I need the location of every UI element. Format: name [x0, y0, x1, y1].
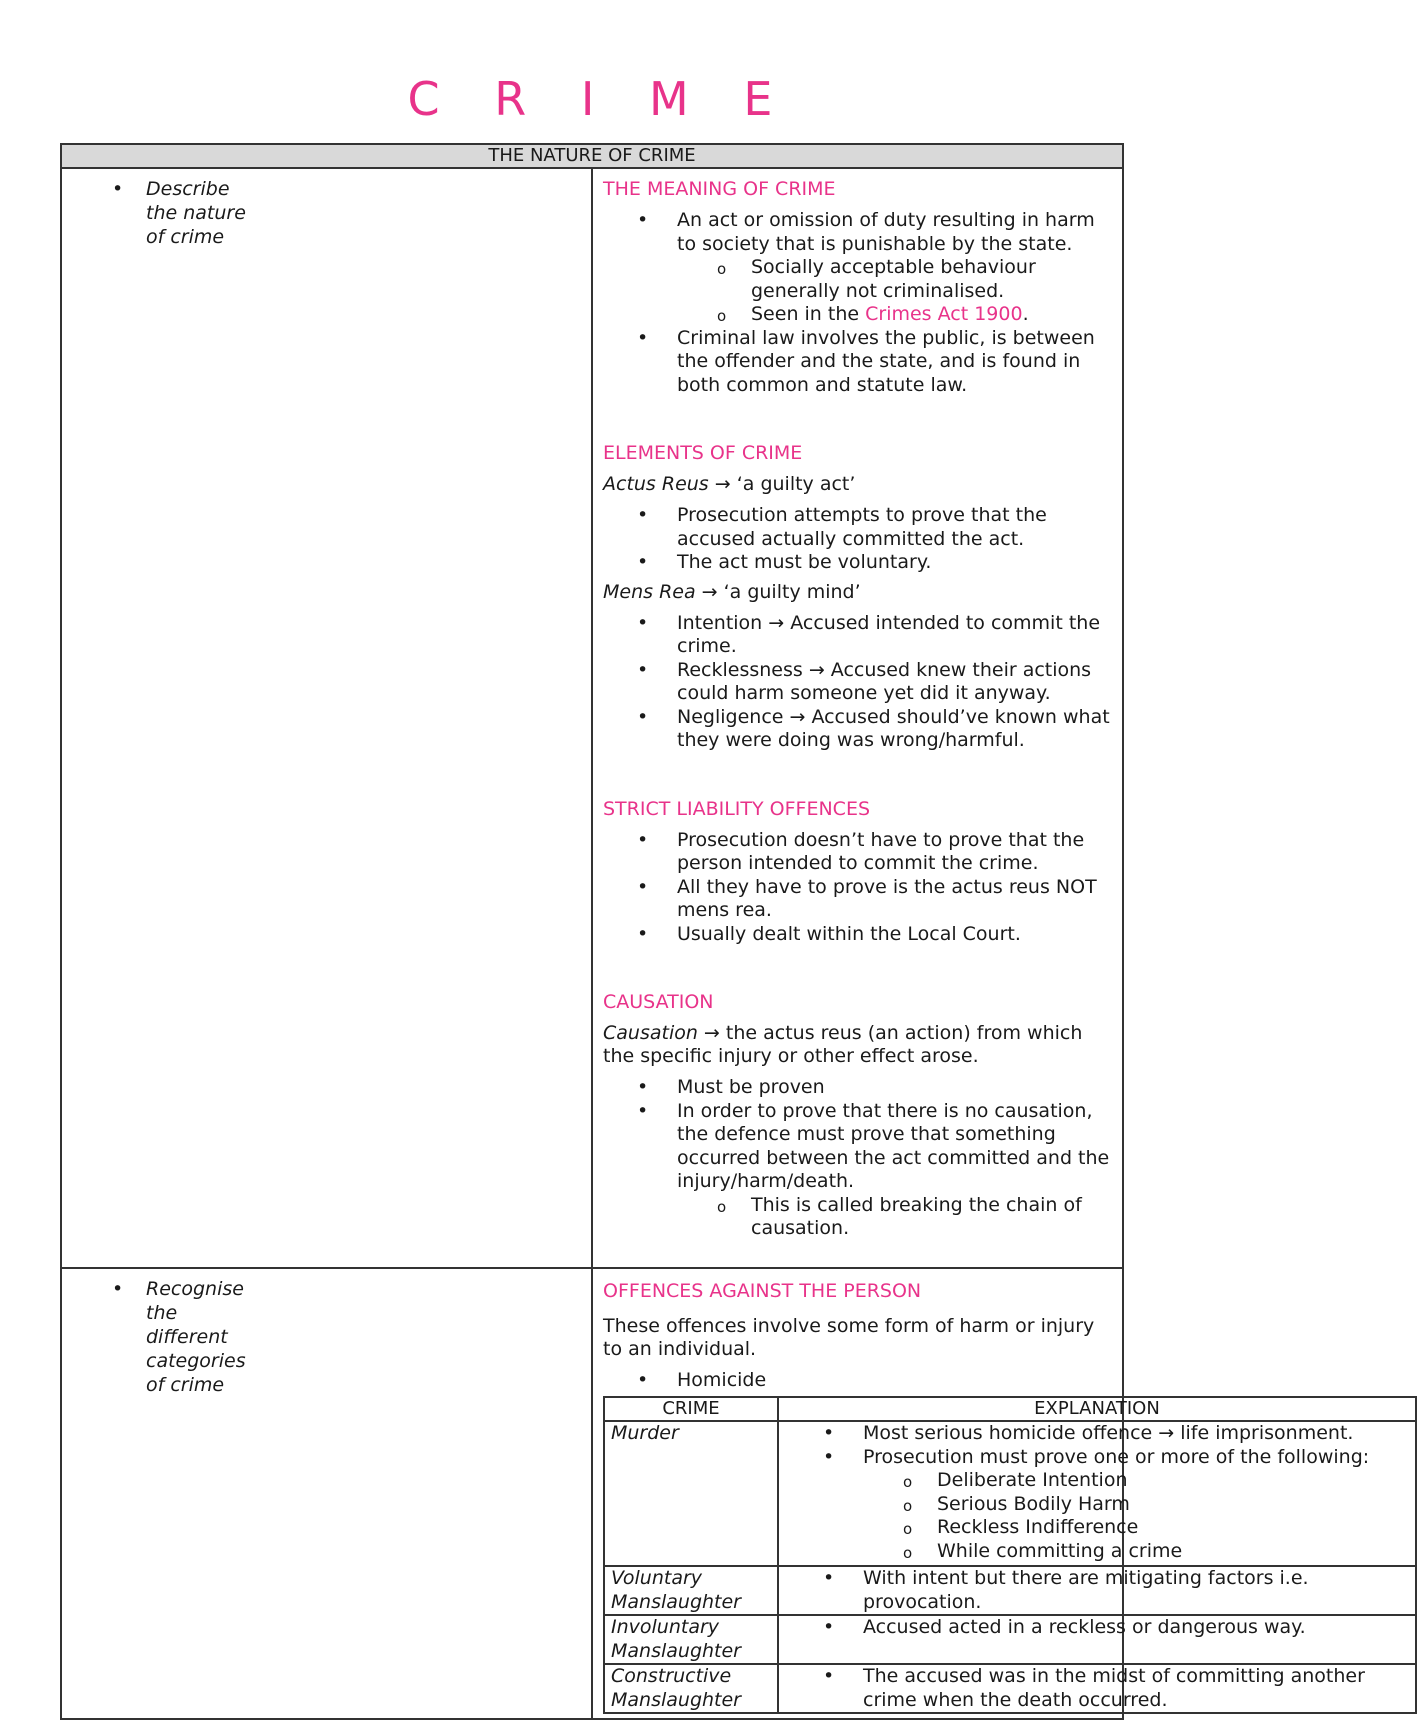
table-row — [604, 1615, 1416, 1664]
column-header: EXPLANATION — [778, 1397, 1416, 1421]
bullet-icon: • — [823, 1665, 835, 1687]
list-item: • An act or omission of duty resulting in harm to society that is punishable by the state. o Socially acceptable behaviour generally not criminalised. o Seen in the Crimes Act 1900. — [603, 209, 1112, 327]
circle-bullet-icon: o — [717, 260, 727, 278]
list-item: • All they have to prove is the actus reus NOT mens rea. — [637, 875, 1097, 921]
syllabus-point-cell — [61, 168, 592, 1268]
list-item: • Accused acted in a reckless or dangerous way. — [823, 1616, 1306, 1638]
page-title: C R I M E — [407, 72, 793, 126]
table-row — [604, 1421, 1416, 1566]
bullet-icon: • — [637, 658, 649, 681]
definition: Mens Rea → ‘a guilty mind’ — [603, 580, 861, 603]
bullet-icon: • — [112, 1277, 124, 1300]
bullet-icon: • — [637, 1076, 649, 1098]
bullet-icon: • — [637, 1099, 649, 1122]
section-heading: STRICT LIABILITY OFFENCES — [603, 797, 871, 820]
bullet-icon: • — [823, 1445, 835, 1468]
list-item: o While committing a crime — [779, 1540, 1411, 1564]
crimes-act-link[interactable]: Crimes Act 1900 — [865, 303, 1023, 325]
bullet-icon: • — [637, 875, 649, 898]
list-item: • Negligence → Accused should’ve known what they were doing was wrong/harmful. — [637, 705, 1110, 751]
bullet-icon: • — [823, 1616, 835, 1638]
circle-bullet-icon: o — [903, 1496, 913, 1515]
bullet-list — [603, 1076, 1112, 1241]
table-row — [604, 1664, 1416, 1713]
bullet-icon: • — [637, 611, 649, 634]
circle-bullet-icon: o — [717, 1197, 727, 1216]
list-item: • Must be proven — [637, 1076, 825, 1098]
bullet-icon: • — [112, 178, 124, 200]
bullet-icon: • — [823, 1567, 835, 1589]
bullet-list — [603, 1369, 1112, 1393]
bullet-list — [603, 612, 1112, 753]
bullet-icon: • — [823, 1422, 835, 1444]
notes-cell — [592, 168, 1123, 1268]
bullet-icon: • — [637, 922, 649, 945]
notes-cell — [592, 1268, 1370, 1720]
list-item: o Serious Bodily Harm — [779, 1493, 1411, 1517]
section-heading: OFFENCES AGAINST THE PERSON — [603, 1279, 922, 1302]
bullet-list — [603, 209, 1112, 397]
list-item: • Prosecution attempts to prove that the accused actually committed the act. — [637, 504, 1047, 550]
circle-bullet-icon: o — [903, 1473, 913, 1491]
bullet-icon: • — [637, 326, 649, 349]
list-item: • Most serious homicide offence → life imprisonment. — [823, 1422, 1354, 1444]
definition: Actus Reus → ‘a guilty act’ — [603, 473, 856, 495]
list-item: o Deliberate Intention — [779, 1469, 1411, 1493]
section-heading: ELEMENTS OF CRIME — [603, 442, 803, 464]
table-row — [61, 168, 1123, 1268]
syllabus-point: • Recognise the different categories of crime — [112, 1277, 246, 1396]
list-item: • Intention → Accused intended to commit the crime. — [637, 611, 1101, 657]
crime-name: Voluntary Manslaughter — [604, 1566, 778, 1615]
list-item: • The act must be voluntary. — [637, 551, 932, 573]
list-item: • Usually dealt within the Local Court. — [637, 922, 1021, 945]
table-row — [604, 1566, 1416, 1615]
list-item: o Seen in the Crimes Act 1900. — [603, 303, 1112, 327]
list-item: o This is called breaking the chain of causation. — [717, 1193, 1082, 1239]
list-item: • The accused was in the midst of committing another crime when the death occurred. — [823, 1665, 1365, 1711]
bullet-icon: • — [637, 504, 649, 526]
syllabus-point: • Describe the nature of crime — [112, 178, 246, 248]
column-header: CRIME — [604, 1397, 778, 1421]
section-heading: THE MEANING OF CRIME — [603, 178, 836, 200]
circle-bullet-icon: o — [903, 1543, 913, 1562]
list-item: • Homicide — [637, 1368, 767, 1391]
list-item: • Recklessness → Accused knew their actions could harm someone yet did it anyway. — [637, 658, 1092, 704]
bullet-icon: • — [637, 705, 649, 728]
crime-explanation — [778, 1664, 1416, 1713]
list-item: • Prosecution must prove one or more of the following: o Deliberate Intention o Serious Bodily Harm o Reckless Indifference o While committing a crime — [779, 1446, 1411, 1564]
bullet-icon: • — [637, 551, 649, 573]
list-item: o Socially acceptable behaviour generally not criminalised. — [717, 256, 1036, 302]
crime-name: Involuntary Manslaughter — [604, 1615, 778, 1664]
bullet-list — [603, 504, 1112, 575]
intro-text: These offences involve some form of harm or injury to an individual. — [603, 1314, 1095, 1360]
homicide-table — [603, 1396, 1417, 1714]
bullet-icon: • — [637, 209, 649, 231]
list-item: • With intent but there are mitigating factors i.e. provocation. — [823, 1567, 1309, 1613]
crime-name: Murder — [604, 1421, 778, 1566]
bullet-icon: • — [637, 828, 649, 851]
circle-bullet-icon: o — [903, 1520, 913, 1538]
crime-notes-table — [60, 143, 1370, 1720]
section-heading: CAUSATION — [603, 991, 714, 1013]
bullet-icon: • — [637, 1368, 649, 1391]
crime-explanation — [778, 1566, 1416, 1615]
list-item: • Prosecution doesn’t have to prove that the person intended to commit the crime. — [637, 828, 1085, 874]
list-item: • Criminal law involves the public, is between the offender and the state, and is found in both common and statute law. — [637, 326, 1095, 396]
crime-explanation — [778, 1421, 1416, 1566]
crime-explanation — [778, 1615, 1416, 1664]
list-item: o Reckless Indifference — [779, 1516, 1411, 1540]
list-item: • In order to prove that there is no causation, the defence must prove that something occurred between the act committed and the injury/harm/death. o This is called breaking the chain of causation. — [603, 1100, 1112, 1241]
bullet-list — [603, 829, 1112, 947]
circle-bullet-icon: o — [717, 307, 727, 325]
definition: Causation → the actus reus (an action) from which the specific injury or other effect arose. — [603, 1022, 1083, 1067]
table-row — [61, 1268, 1123, 1720]
table-header: THE NATURE OF CRIME — [61, 144, 1123, 168]
crime-name: Constructive Manslaughter — [604, 1664, 778, 1713]
syllabus-point-cell — [61, 1268, 592, 1720]
